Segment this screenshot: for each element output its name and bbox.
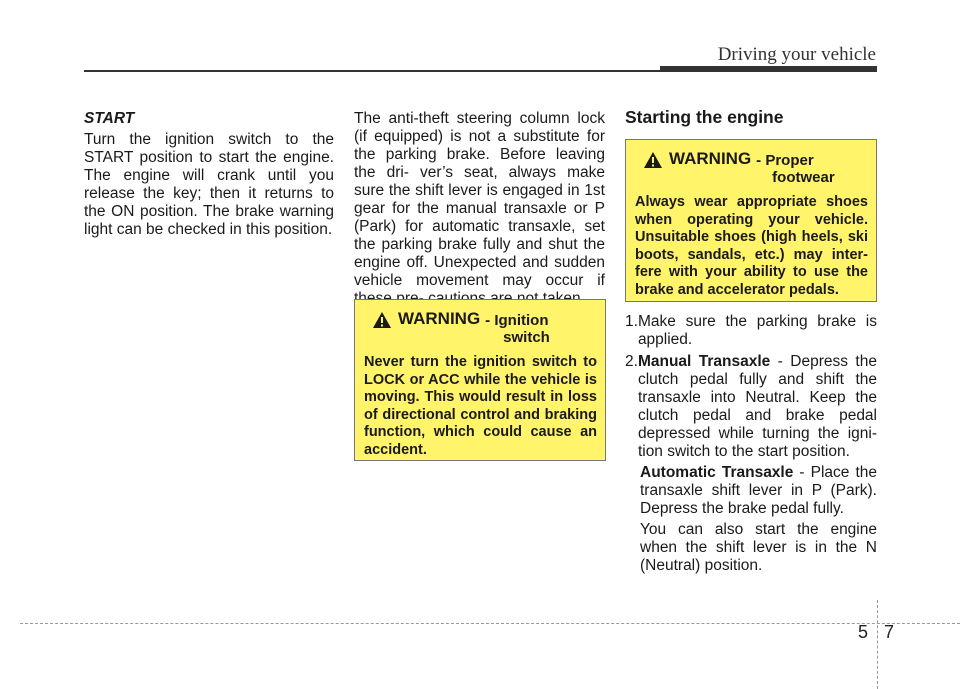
warning-triangle-icon [372, 311, 392, 329]
step-number: 1. [625, 313, 638, 330]
warning-triangle-icon [643, 151, 663, 169]
page-number: 7 [884, 622, 895, 642]
step-2 [625, 353, 877, 575]
warning-subject [485, 310, 550, 346]
header-title: Driving your vehicle [717, 44, 876, 65]
warning-header [364, 310, 597, 346]
warning-body: Never turn the ignition switch to LOCK or ACC while the vehicle is moving. This would result in loss of directional control and braking function, which could cause an accident. [364, 354, 597, 458]
warning-subject [756, 150, 835, 186]
warning-subject-line1: - Ignition [485, 312, 549, 329]
start-label: START [84, 110, 135, 127]
section-title: Starting the engine [625, 107, 784, 127]
warning-subject-line2: switch [503, 329, 550, 346]
step-1 [625, 313, 877, 349]
header-rule-accent [660, 66, 877, 72]
step-text: Make sure the parking brake is applied. [637, 313, 877, 348]
steering-lock-paragraph: The anti-theft steering column lock (if equipped) is not a substitute for the parking brake. Before leaving the dri- ver’s seat, always make sure the shift lever is engaged in 1st gear for the manual transaxle or P (Park) for automatic transaxle, set the parking brake fully and shut the engine off. Unexpected and sudden vehicle movement may occur if [354, 110, 605, 289]
automatic-transaxle-paragraph [625, 464, 877, 518]
warning-header [635, 150, 868, 186]
warning-subject-line2: footwear [772, 169, 835, 186]
automatic-transaxle-label: Automatic Transaxle [640, 464, 794, 481]
column-steering-lock [354, 110, 605, 308]
footer-rule [20, 623, 960, 624]
manual-transaxle-label: Manual Transaxle [637, 353, 771, 370]
neutral-note-paragraph: You can also start the engine when the shift lever is in the N (Neutral) position. [640, 521, 877, 574]
warning-body: Always wear appropriate shoes when operating your vehicle. Unsuitable shoes (high heels, ski boots, sandals, etc.) may inter- fere with your ability to use the brake and accelerator pedals. [635, 194, 868, 298]
warning-box-footwear [625, 139, 877, 302]
warning-word: WARNING [669, 149, 752, 168]
warning-word: WARNING [398, 309, 481, 328]
warning-subject-line1: - Proper [756, 152, 814, 169]
step-text [638, 353, 877, 461]
column-start [84, 110, 334, 239]
footer-divider [877, 600, 878, 689]
step-number: 2. [625, 353, 638, 370]
chapter-number: 5 [858, 622, 869, 642]
start-paragraph: Turn the ignition switch to the START position to start the engine. The engine will crank until you release the key; then it returns to the ON position. The brake warning light can be checked in this position. [84, 131, 334, 238]
warning-box-ignition-switch [354, 299, 606, 461]
automatic-transaxle-text: - Place the transaxle shift lever in P (Park). Depress the brake pedal fully. [640, 464, 877, 517]
manual-transaxle-text: - Depress the clutch pedal fully and shift the transaxle into Neutral. Keep the clutch pedal and brake pedal depressed while turning the igni- tion switch to the start position. [637, 353, 877, 460]
column-starting-engine [625, 107, 877, 140]
starting-steps [625, 313, 877, 579]
